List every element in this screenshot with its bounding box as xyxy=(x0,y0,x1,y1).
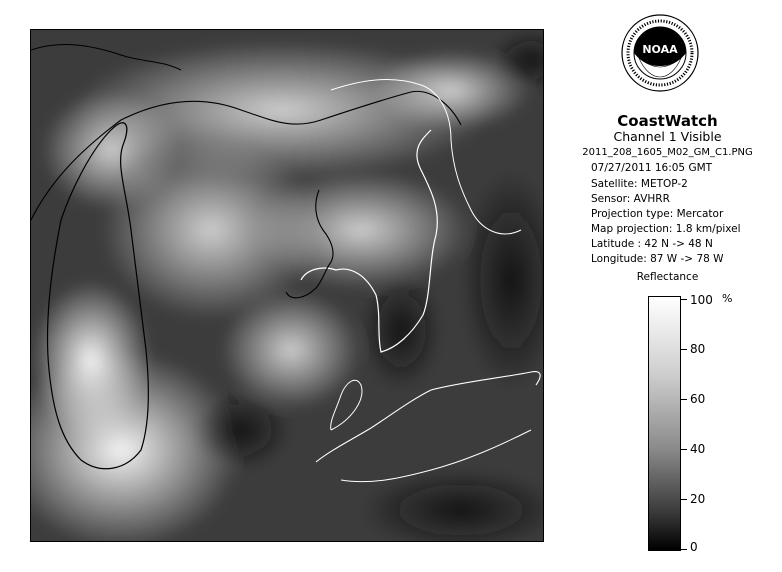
colorbar-unit: % xyxy=(722,292,733,305)
colorbar-tick xyxy=(681,399,687,400)
colorbar-tick xyxy=(681,449,687,450)
colorbar-tick xyxy=(681,499,687,500)
satellite: Satellite: METOP-2 xyxy=(591,178,688,190)
colorbar-tick-label: 40 xyxy=(690,442,706,456)
logo-text: NOAA xyxy=(642,43,678,56)
longitude-range: Longitude: 87 W -> 78 W xyxy=(591,253,724,265)
datetime: 07/27/2011 16:05 GMT xyxy=(591,162,713,174)
colorbar-tick-label: 100 xyxy=(690,293,713,307)
sensor: Sensor: AVHRR xyxy=(591,193,670,205)
satellite-image xyxy=(30,29,544,542)
colorbar-title: Reflectance xyxy=(636,271,699,283)
reflectance-colorbar xyxy=(648,296,681,551)
colorbar-tick xyxy=(681,299,687,300)
colorbar-tick-label: 60 xyxy=(690,392,706,406)
colorbar-tick-label: 0 xyxy=(690,540,698,554)
latitude-range: Latitude : 42 N -> 48 N xyxy=(591,238,713,250)
colorbar-tick-label: 80 xyxy=(690,342,706,356)
colorbar-tick xyxy=(681,549,687,550)
satellite-image-canvas xyxy=(31,30,544,542)
projection-type: Projection type: Mercator xyxy=(591,208,724,220)
channel-label: Channel 1 Visible xyxy=(613,129,722,144)
map-projection: Map projection: 1.8 km/pixel xyxy=(591,223,741,235)
colorbar-tick-label: 20 xyxy=(690,492,706,506)
colorbar-tick xyxy=(681,349,687,350)
noaa-logo xyxy=(621,14,699,92)
brand-title: CoastWatch xyxy=(617,112,718,130)
image-filename: 2011_208_1605_M02_GM_C1.PNG xyxy=(582,147,753,158)
